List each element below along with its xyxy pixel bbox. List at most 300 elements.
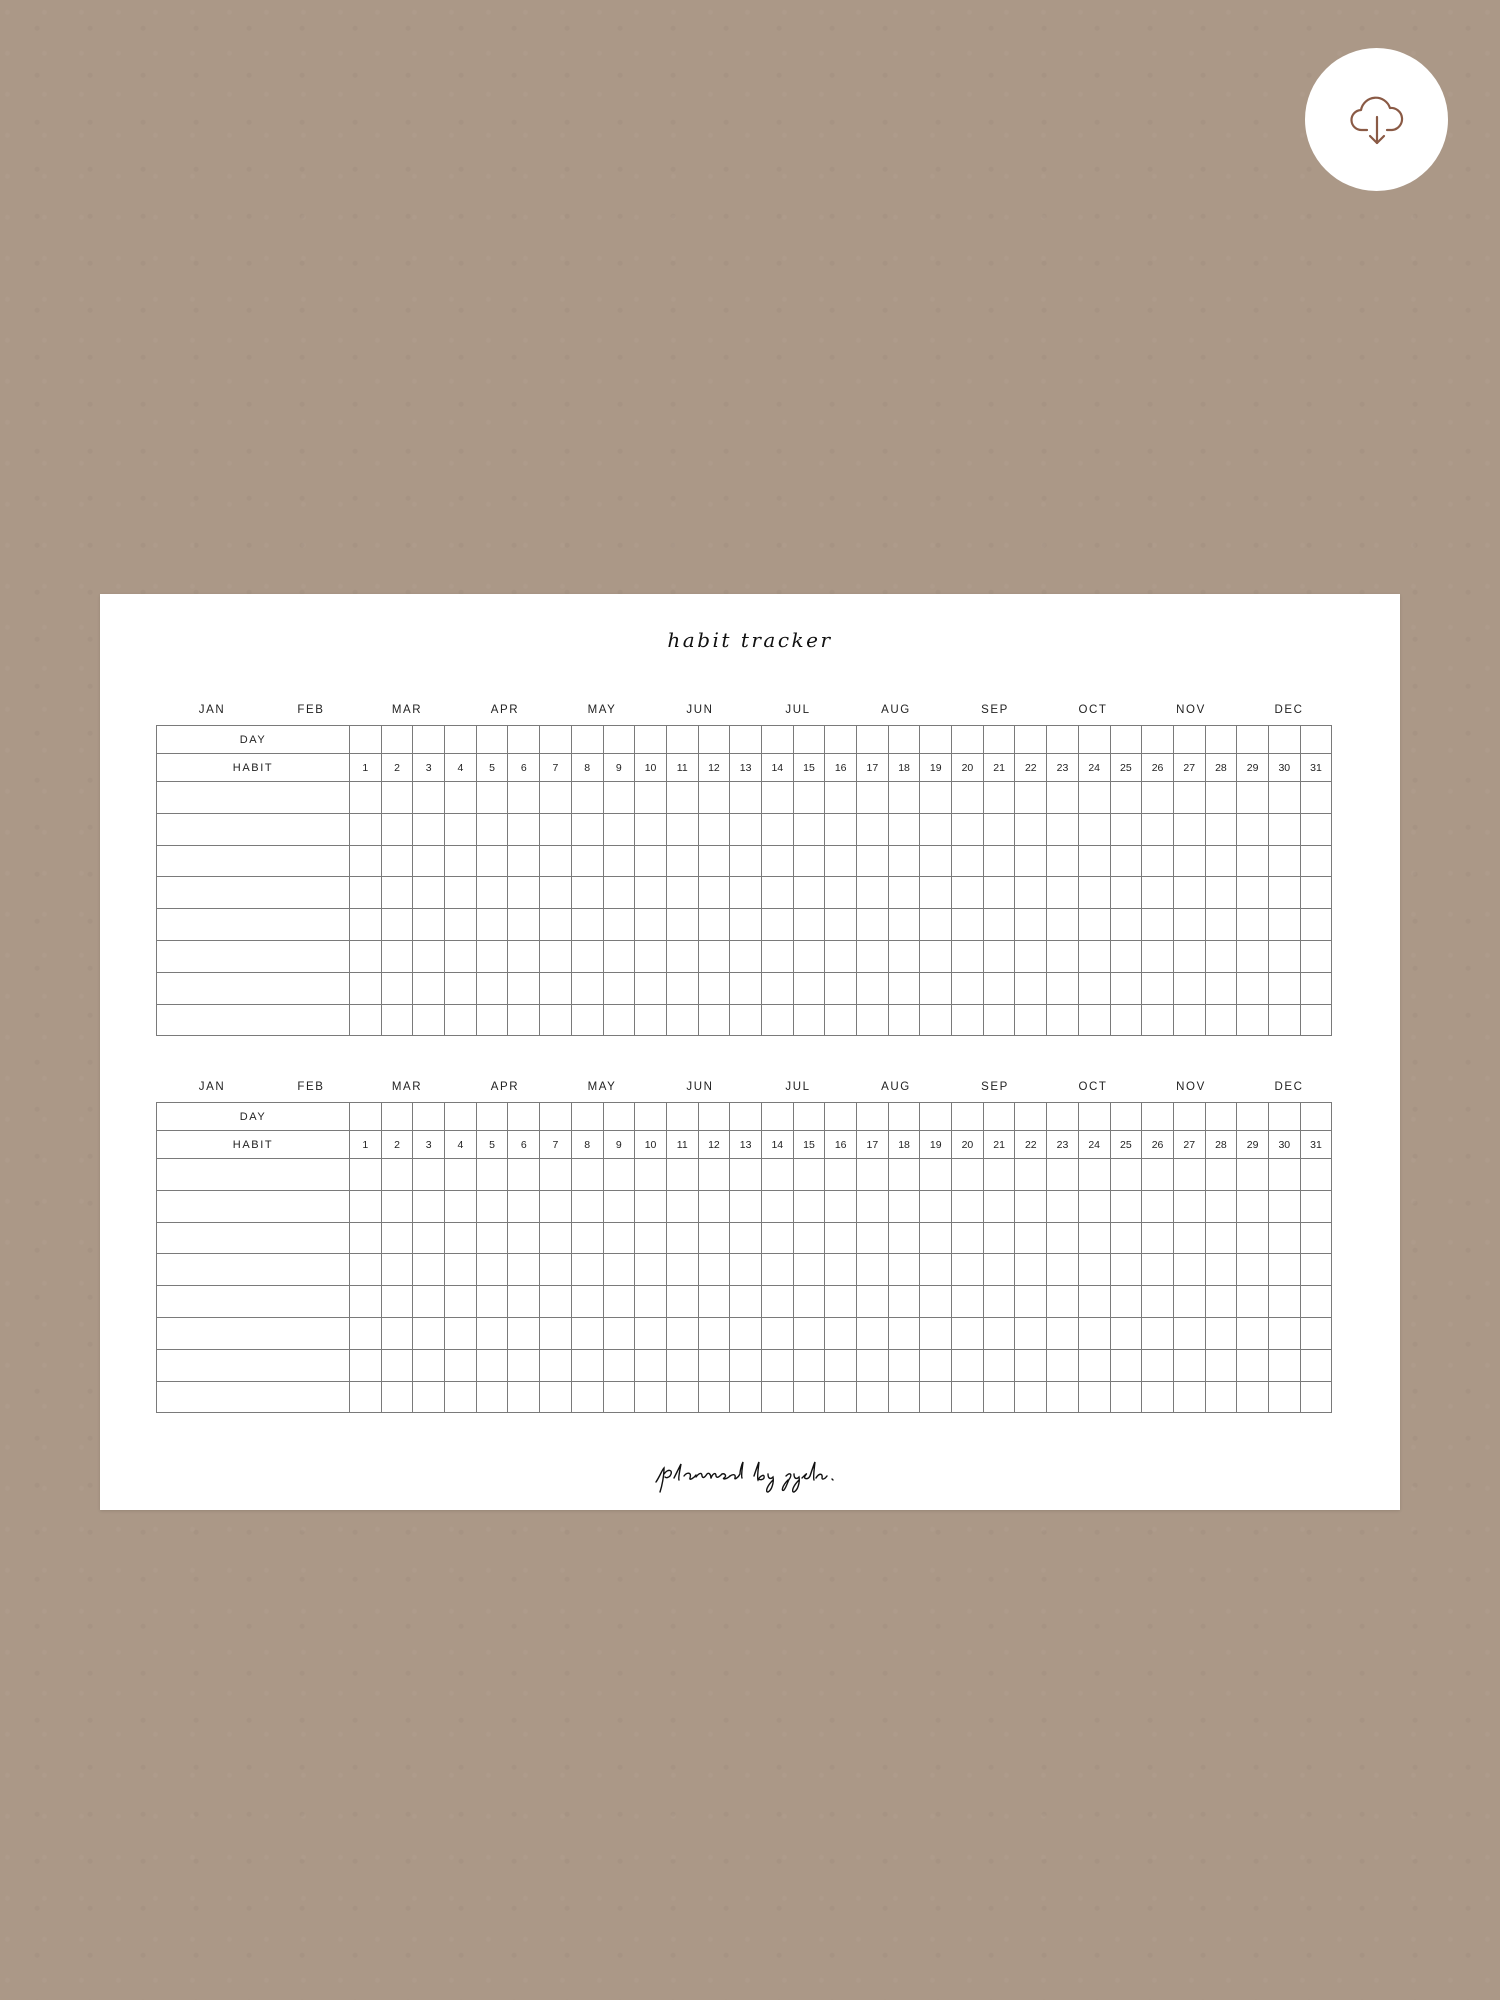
habit-check-cell[interactable] — [761, 972, 793, 1004]
habit-check-cell[interactable] — [445, 1222, 477, 1254]
habit-check-cell[interactable] — [698, 1286, 730, 1318]
habit-check-cell[interactable] — [1205, 909, 1237, 941]
habit-check-cell[interactable] — [1268, 1349, 1300, 1381]
habit-check-cell[interactable] — [1205, 1004, 1237, 1036]
habit-check-cell[interactable] — [666, 1286, 698, 1318]
habit-check-cell[interactable] — [540, 940, 572, 972]
habit-check-cell[interactable] — [1110, 813, 1142, 845]
habit-check-cell[interactable] — [1110, 1254, 1142, 1286]
habit-check-cell[interactable] — [888, 845, 920, 877]
habit-check-cell[interactable] — [350, 782, 382, 814]
habit-check-cell[interactable] — [1047, 1159, 1079, 1191]
habit-check-cell[interactable] — [825, 877, 857, 909]
habit-check-cell[interactable] — [1237, 1190, 1269, 1222]
habit-name-cell[interactable] — [157, 1317, 350, 1349]
habit-check-cell[interactable] — [1205, 1317, 1237, 1349]
habit-check-cell[interactable] — [1237, 1286, 1269, 1318]
habit-check-cell[interactable] — [825, 813, 857, 845]
habit-check-cell[interactable] — [1205, 877, 1237, 909]
habit-check-cell[interactable] — [857, 813, 889, 845]
habit-check-cell[interactable] — [381, 972, 413, 1004]
habit-check-cell[interactable] — [476, 1004, 508, 1036]
habit-check-cell[interactable] — [1110, 782, 1142, 814]
habit-check-cell[interactable] — [1015, 1254, 1047, 1286]
habit-check-cell[interactable] — [1078, 1286, 1110, 1318]
habit-check-cell[interactable] — [983, 1381, 1015, 1413]
habit-check-cell[interactable] — [825, 1286, 857, 1318]
habit-check-cell[interactable] — [793, 1159, 825, 1191]
habit-check-cell[interactable] — [920, 782, 952, 814]
habit-check-cell[interactable] — [666, 1317, 698, 1349]
habit-check-cell[interactable] — [1205, 845, 1237, 877]
habit-check-cell[interactable] — [381, 1349, 413, 1381]
habit-check-cell[interactable] — [635, 972, 667, 1004]
habit-check-cell[interactable] — [793, 1349, 825, 1381]
habit-check-cell[interactable] — [571, 1254, 603, 1286]
habit-check-cell[interactable] — [793, 972, 825, 1004]
habit-check-cell[interactable] — [666, 1254, 698, 1286]
habit-check-cell[interactable] — [1205, 1349, 1237, 1381]
habit-check-cell[interactable] — [1142, 845, 1174, 877]
habit-check-cell[interactable] — [920, 1381, 952, 1413]
habit-check-cell[interactable] — [381, 1286, 413, 1318]
habit-check-cell[interactable] — [508, 1381, 540, 1413]
habit-check-cell[interactable] — [1300, 1381, 1332, 1413]
habit-check-cell[interactable] — [825, 1349, 857, 1381]
habit-check-cell[interactable] — [635, 1349, 667, 1381]
habit-check-cell[interactable] — [1173, 1286, 1205, 1318]
habit-check-cell[interactable] — [857, 1159, 889, 1191]
habit-check-cell[interactable] — [445, 1349, 477, 1381]
habit-check-cell[interactable] — [540, 1159, 572, 1191]
habit-check-cell[interactable] — [1015, 940, 1047, 972]
habit-check-cell[interactable] — [1173, 909, 1205, 941]
habit-check-cell[interactable] — [888, 1190, 920, 1222]
habit-check-cell[interactable] — [1205, 940, 1237, 972]
habit-check-cell[interactable] — [350, 1381, 382, 1413]
habit-check-cell[interactable] — [1300, 877, 1332, 909]
habit-check-cell[interactable] — [413, 909, 445, 941]
habit-check-cell[interactable] — [698, 1349, 730, 1381]
habit-check-cell[interactable] — [1015, 972, 1047, 1004]
habit-check-cell[interactable] — [825, 1190, 857, 1222]
habit-check-cell[interactable] — [952, 1190, 984, 1222]
habit-check-cell[interactable] — [761, 909, 793, 941]
habit-check-cell[interactable] — [508, 909, 540, 941]
habit-check-cell[interactable] — [445, 877, 477, 909]
habit-check-cell[interactable] — [603, 1317, 635, 1349]
habit-check-cell[interactable] — [1142, 972, 1174, 1004]
habit-check-cell[interactable] — [350, 1004, 382, 1036]
habit-check-cell[interactable] — [761, 1349, 793, 1381]
habit-check-cell[interactable] — [698, 1159, 730, 1191]
habit-check-cell[interactable] — [1237, 782, 1269, 814]
habit-check-cell[interactable] — [1078, 1254, 1110, 1286]
habit-check-cell[interactable] — [1268, 1190, 1300, 1222]
habit-check-cell[interactable] — [381, 782, 413, 814]
habit-check-cell[interactable] — [1268, 909, 1300, 941]
habit-check-cell[interactable] — [1173, 972, 1205, 1004]
habit-check-cell[interactable] — [1110, 1349, 1142, 1381]
habit-check-cell[interactable] — [1110, 1159, 1142, 1191]
habit-check-cell[interactable] — [1078, 813, 1110, 845]
habit-check-cell[interactable] — [635, 940, 667, 972]
habit-name-cell[interactable] — [157, 909, 350, 941]
habit-check-cell[interactable] — [381, 1004, 413, 1036]
habit-check-cell[interactable] — [920, 1159, 952, 1191]
habit-check-cell[interactable] — [761, 1159, 793, 1191]
habit-check-cell[interactable] — [983, 1004, 1015, 1036]
habit-check-cell[interactable] — [1173, 1349, 1205, 1381]
habit-check-cell[interactable] — [983, 845, 1015, 877]
habit-check-cell[interactable] — [1173, 1190, 1205, 1222]
habit-check-cell[interactable] — [413, 1349, 445, 1381]
habit-check-cell[interactable] — [508, 1222, 540, 1254]
habit-check-cell[interactable] — [920, 1349, 952, 1381]
habit-check-cell[interactable] — [508, 940, 540, 972]
habit-check-cell[interactable] — [381, 1254, 413, 1286]
habit-check-cell[interactable] — [1268, 1317, 1300, 1349]
habit-check-cell[interactable] — [381, 845, 413, 877]
habit-check-cell[interactable] — [381, 1190, 413, 1222]
habit-check-cell[interactable] — [1142, 1317, 1174, 1349]
habit-check-cell[interactable] — [857, 1317, 889, 1349]
habit-check-cell[interactable] — [413, 1381, 445, 1413]
habit-check-cell[interactable] — [730, 845, 762, 877]
habit-check-cell[interactable] — [983, 1254, 1015, 1286]
habit-check-cell[interactable] — [825, 1222, 857, 1254]
habit-check-cell[interactable] — [1142, 1381, 1174, 1413]
habit-check-cell[interactable] — [761, 1286, 793, 1318]
habit-check-cell[interactable] — [793, 845, 825, 877]
habit-check-cell[interactable] — [603, 1004, 635, 1036]
habit-name-cell[interactable] — [157, 1254, 350, 1286]
habit-check-cell[interactable] — [888, 813, 920, 845]
habit-check-cell[interactable] — [730, 1349, 762, 1381]
habit-check-cell[interactable] — [413, 972, 445, 1004]
habit-name-cell[interactable] — [157, 1349, 350, 1381]
habit-check-cell[interactable] — [350, 940, 382, 972]
habit-check-cell[interactable] — [1078, 782, 1110, 814]
habit-check-cell[interactable] — [1173, 782, 1205, 814]
habit-check-cell[interactable] — [857, 1349, 889, 1381]
habit-check-cell[interactable] — [825, 1159, 857, 1191]
habit-check-cell[interactable] — [761, 1190, 793, 1222]
habit-check-cell[interactable] — [888, 940, 920, 972]
habit-check-cell[interactable] — [666, 1349, 698, 1381]
habit-check-cell[interactable] — [1173, 1254, 1205, 1286]
habit-check-cell[interactable] — [1173, 1159, 1205, 1191]
habit-check-cell[interactable] — [666, 1381, 698, 1413]
habit-check-cell[interactable] — [381, 940, 413, 972]
habit-check-cell[interactable] — [793, 1381, 825, 1413]
habit-check-cell[interactable] — [1047, 1349, 1079, 1381]
habit-check-cell[interactable] — [1173, 940, 1205, 972]
habit-check-cell[interactable] — [888, 1159, 920, 1191]
habit-check-cell[interactable] — [1300, 1222, 1332, 1254]
habit-check-cell[interactable] — [730, 972, 762, 1004]
habit-check-cell[interactable] — [540, 813, 572, 845]
habit-check-cell[interactable] — [1110, 845, 1142, 877]
habit-check-cell[interactable] — [761, 940, 793, 972]
habit-check-cell[interactable] — [1205, 972, 1237, 1004]
habit-check-cell[interactable] — [603, 972, 635, 1004]
habit-check-cell[interactable] — [445, 813, 477, 845]
habit-check-cell[interactable] — [381, 1381, 413, 1413]
habit-check-cell[interactable] — [540, 782, 572, 814]
habit-check-cell[interactable] — [983, 1190, 1015, 1222]
habit-check-cell[interactable] — [825, 845, 857, 877]
habit-check-cell[interactable] — [1047, 909, 1079, 941]
habit-check-cell[interactable] — [1015, 1004, 1047, 1036]
habit-check-cell[interactable] — [508, 782, 540, 814]
download-button[interactable] — [1305, 48, 1448, 191]
habit-check-cell[interactable] — [1268, 1222, 1300, 1254]
habit-name-cell[interactable] — [157, 1190, 350, 1222]
habit-check-cell[interactable] — [761, 1004, 793, 1036]
habit-check-cell[interactable] — [857, 909, 889, 941]
habit-check-cell[interactable] — [1110, 1222, 1142, 1254]
habit-check-cell[interactable] — [730, 1190, 762, 1222]
habit-check-cell[interactable] — [888, 1254, 920, 1286]
habit-check-cell[interactable] — [1047, 1254, 1079, 1286]
habit-check-cell[interactable] — [793, 1317, 825, 1349]
habit-check-cell[interactable] — [571, 1004, 603, 1036]
habit-check-cell[interactable] — [857, 1381, 889, 1413]
habit-check-cell[interactable] — [571, 813, 603, 845]
habit-check-cell[interactable] — [540, 1222, 572, 1254]
habit-check-cell[interactable] — [1047, 940, 1079, 972]
habit-check-cell[interactable] — [1078, 940, 1110, 972]
habit-check-cell[interactable] — [730, 813, 762, 845]
habit-check-cell[interactable] — [1078, 1190, 1110, 1222]
habit-check-cell[interactable] — [983, 1159, 1015, 1191]
habit-check-cell[interactable] — [952, 1159, 984, 1191]
habit-check-cell[interactable] — [761, 782, 793, 814]
habit-check-cell[interactable] — [825, 909, 857, 941]
habit-check-cell[interactable] — [1173, 877, 1205, 909]
habit-check-cell[interactable] — [445, 1286, 477, 1318]
habit-check-cell[interactable] — [1078, 845, 1110, 877]
habit-check-cell[interactable] — [413, 1159, 445, 1191]
habit-check-cell[interactable] — [825, 782, 857, 814]
habit-check-cell[interactable] — [635, 1190, 667, 1222]
habit-check-cell[interactable] — [635, 1381, 667, 1413]
habit-check-cell[interactable] — [571, 1222, 603, 1254]
habit-check-cell[interactable] — [1237, 909, 1269, 941]
habit-name-cell[interactable] — [157, 1222, 350, 1254]
habit-check-cell[interactable] — [635, 782, 667, 814]
habit-check-cell[interactable] — [1173, 1004, 1205, 1036]
habit-check-cell[interactable] — [1110, 940, 1142, 972]
habit-check-cell[interactable] — [413, 782, 445, 814]
habit-check-cell[interactable] — [857, 845, 889, 877]
habit-check-cell[interactable] — [1268, 845, 1300, 877]
habit-check-cell[interactable] — [603, 813, 635, 845]
habit-check-cell[interactable] — [635, 1222, 667, 1254]
habit-check-cell[interactable] — [1300, 1286, 1332, 1318]
habit-check-cell[interactable] — [1237, 845, 1269, 877]
habit-check-cell[interactable] — [350, 1159, 382, 1191]
habit-check-cell[interactable] — [888, 877, 920, 909]
habit-check-cell[interactable] — [445, 1317, 477, 1349]
habit-check-cell[interactable] — [825, 1381, 857, 1413]
habit-check-cell[interactable] — [920, 1004, 952, 1036]
habit-check-cell[interactable] — [1047, 845, 1079, 877]
habit-check-cell[interactable] — [952, 1317, 984, 1349]
habit-check-cell[interactable] — [952, 940, 984, 972]
habit-check-cell[interactable] — [1300, 909, 1332, 941]
habit-check-cell[interactable] — [730, 1286, 762, 1318]
habit-check-cell[interactable] — [666, 940, 698, 972]
habit-check-cell[interactable] — [952, 1349, 984, 1381]
habit-check-cell[interactable] — [666, 909, 698, 941]
habit-check-cell[interactable] — [857, 972, 889, 1004]
habit-check-cell[interactable] — [350, 909, 382, 941]
habit-check-cell[interactable] — [793, 909, 825, 941]
habit-check-cell[interactable] — [793, 1286, 825, 1318]
habit-check-cell[interactable] — [1142, 782, 1174, 814]
habit-check-cell[interactable] — [1237, 1004, 1269, 1036]
habit-check-cell[interactable] — [635, 1254, 667, 1286]
habit-check-cell[interactable] — [508, 813, 540, 845]
habit-check-cell[interactable] — [761, 1222, 793, 1254]
habit-name-cell[interactable] — [157, 877, 350, 909]
habit-check-cell[interactable] — [476, 909, 508, 941]
habit-check-cell[interactable] — [825, 1254, 857, 1286]
habit-check-cell[interactable] — [476, 813, 508, 845]
habit-check-cell[interactable] — [698, 940, 730, 972]
habit-check-cell[interactable] — [952, 972, 984, 1004]
habit-check-cell[interactable] — [1110, 1004, 1142, 1036]
habit-check-cell[interactable] — [857, 940, 889, 972]
habit-check-cell[interactable] — [413, 1222, 445, 1254]
habit-check-cell[interactable] — [1142, 940, 1174, 972]
habit-check-cell[interactable] — [350, 1254, 382, 1286]
habit-check-cell[interactable] — [825, 972, 857, 1004]
habit-check-cell[interactable] — [983, 782, 1015, 814]
habit-check-cell[interactable] — [350, 1286, 382, 1318]
habit-check-cell[interactable] — [1268, 782, 1300, 814]
habit-check-cell[interactable] — [1237, 1254, 1269, 1286]
habit-check-cell[interactable] — [571, 1317, 603, 1349]
habit-check-cell[interactable] — [350, 1317, 382, 1349]
habit-check-cell[interactable] — [603, 1349, 635, 1381]
habit-check-cell[interactable] — [603, 1381, 635, 1413]
habit-check-cell[interactable] — [666, 782, 698, 814]
habit-check-cell[interactable] — [603, 1190, 635, 1222]
habit-check-cell[interactable] — [476, 1190, 508, 1222]
habit-check-cell[interactable] — [571, 782, 603, 814]
habit-check-cell[interactable] — [857, 1254, 889, 1286]
habit-check-cell[interactable] — [1078, 877, 1110, 909]
habit-check-cell[interactable] — [571, 1159, 603, 1191]
habit-check-cell[interactable] — [1142, 813, 1174, 845]
habit-check-cell[interactable] — [445, 940, 477, 972]
habit-check-cell[interactable] — [1300, 1004, 1332, 1036]
habit-check-cell[interactable] — [476, 1286, 508, 1318]
habit-check-cell[interactable] — [761, 1381, 793, 1413]
habit-check-cell[interactable] — [540, 1349, 572, 1381]
habit-check-cell[interactable] — [445, 972, 477, 1004]
habit-check-cell[interactable] — [825, 940, 857, 972]
habit-check-cell[interactable] — [698, 813, 730, 845]
habit-check-cell[interactable] — [888, 972, 920, 1004]
habit-check-cell[interactable] — [920, 940, 952, 972]
habit-check-cell[interactable] — [1047, 877, 1079, 909]
habit-check-cell[interactable] — [666, 813, 698, 845]
habit-check-cell[interactable] — [983, 813, 1015, 845]
habit-check-cell[interactable] — [1142, 1254, 1174, 1286]
habit-name-cell[interactable] — [157, 813, 350, 845]
habit-check-cell[interactable] — [476, 940, 508, 972]
habit-check-cell[interactable] — [888, 1222, 920, 1254]
habit-check-cell[interactable] — [1237, 1381, 1269, 1413]
habit-check-cell[interactable] — [1268, 877, 1300, 909]
habit-check-cell[interactable] — [603, 1222, 635, 1254]
habit-check-cell[interactable] — [888, 1381, 920, 1413]
habit-check-cell[interactable] — [540, 1190, 572, 1222]
habit-check-cell[interactable] — [888, 1004, 920, 1036]
habit-check-cell[interactable] — [381, 1159, 413, 1191]
habit-check-cell[interactable] — [1205, 782, 1237, 814]
habit-check-cell[interactable] — [1237, 1159, 1269, 1191]
habit-check-cell[interactable] — [1047, 1381, 1079, 1413]
habit-check-cell[interactable] — [603, 845, 635, 877]
habit-check-cell[interactable] — [952, 782, 984, 814]
habit-check-cell[interactable] — [540, 1286, 572, 1318]
habit-check-cell[interactable] — [983, 1222, 1015, 1254]
habit-check-cell[interactable] — [1015, 1190, 1047, 1222]
habit-check-cell[interactable] — [1110, 1286, 1142, 1318]
habit-check-cell[interactable] — [825, 1004, 857, 1036]
habit-check-cell[interactable] — [1015, 909, 1047, 941]
habit-check-cell[interactable] — [1205, 1286, 1237, 1318]
habit-check-cell[interactable] — [1047, 1317, 1079, 1349]
habit-check-cell[interactable] — [666, 1159, 698, 1191]
habit-check-cell[interactable] — [1015, 813, 1047, 845]
habit-check-cell[interactable] — [476, 782, 508, 814]
habit-check-cell[interactable] — [666, 1004, 698, 1036]
habit-check-cell[interactable] — [698, 1317, 730, 1349]
habit-check-cell[interactable] — [508, 972, 540, 1004]
habit-check-cell[interactable] — [983, 940, 1015, 972]
habit-check-cell[interactable] — [1237, 1349, 1269, 1381]
habit-check-cell[interactable] — [983, 1349, 1015, 1381]
habit-check-cell[interactable] — [571, 1349, 603, 1381]
habit-check-cell[interactable] — [445, 1254, 477, 1286]
habit-check-cell[interactable] — [350, 877, 382, 909]
habit-check-cell[interactable] — [1015, 782, 1047, 814]
habit-check-cell[interactable] — [350, 813, 382, 845]
habit-check-cell[interactable] — [540, 1317, 572, 1349]
habit-check-cell[interactable] — [571, 845, 603, 877]
habit-check-cell[interactable] — [920, 1222, 952, 1254]
habit-check-cell[interactable] — [1110, 877, 1142, 909]
habit-check-cell[interactable] — [1300, 845, 1332, 877]
habit-check-cell[interactable] — [1142, 1004, 1174, 1036]
habit-check-cell[interactable] — [1110, 1381, 1142, 1413]
habit-check-cell[interactable] — [730, 1381, 762, 1413]
habit-check-cell[interactable] — [508, 1286, 540, 1318]
habit-check-cell[interactable] — [1142, 877, 1174, 909]
habit-check-cell[interactable] — [1015, 1159, 1047, 1191]
habit-check-cell[interactable] — [666, 1190, 698, 1222]
habit-check-cell[interactable] — [1142, 1286, 1174, 1318]
habit-check-cell[interactable] — [761, 813, 793, 845]
habit-check-cell[interactable] — [1015, 845, 1047, 877]
habit-check-cell[interactable] — [857, 1222, 889, 1254]
